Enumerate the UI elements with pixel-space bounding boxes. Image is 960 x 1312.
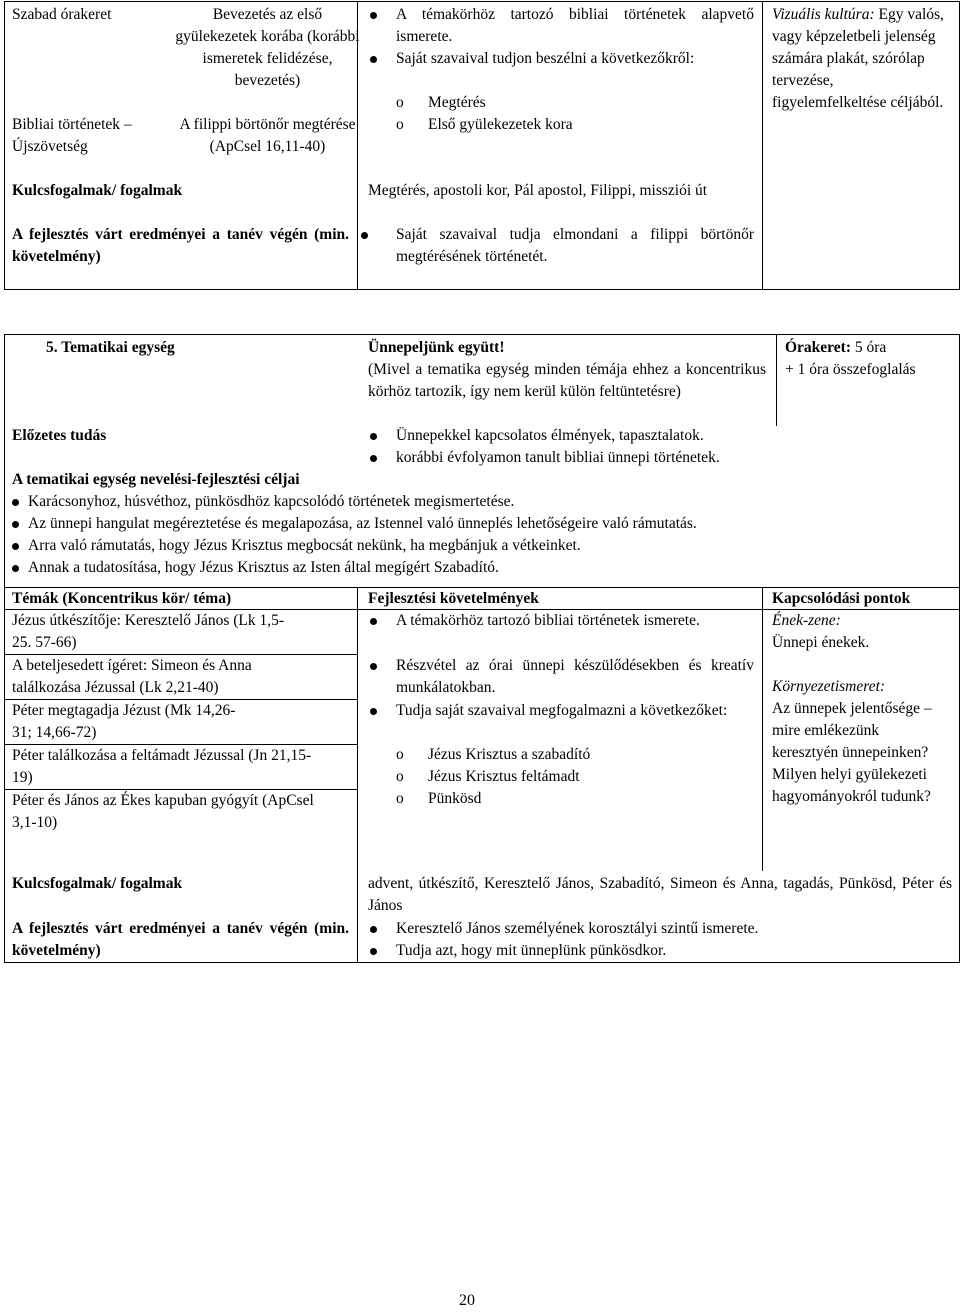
bullet-icon bbox=[12, 543, 19, 550]
prior-item: Ünnepekkel kapcsolatos élmények, tapasztalatok. bbox=[396, 427, 704, 444]
bullet-icon bbox=[361, 232, 368, 239]
requirement-item: A témakörhöz tartozó bibliai történetek ismerete. bbox=[396, 612, 700, 629]
bullet-icon bbox=[12, 565, 19, 572]
theme-label: Bibliai történetek – Újszövetség bbox=[12, 116, 132, 155]
sub-bullet-icon: o bbox=[396, 746, 404, 763]
keywords-text: Megtérés, apostoli kor, Pál apostol, Filippi, missziói út bbox=[368, 182, 708, 199]
sub-item: Első gyülekezetek kora bbox=[428, 116, 573, 133]
sub-item: Jézus Krisztus feltámadt bbox=[428, 768, 580, 785]
col-header-requirements: Fejlesztési követelmények bbox=[368, 590, 539, 607]
sub-bullet-icon: o bbox=[396, 94, 404, 111]
outcomes-label: A fejlesztés várt eredményei a tanév végén (min. követelmény) bbox=[12, 920, 349, 959]
link-label: Környezetismeret: bbox=[772, 678, 886, 695]
unit-note: (Mivel a tematika egység minden témája ehhez a koncentrikus körhöz tartozik, így nem kerül külön feltüntetésre) bbox=[368, 361, 766, 400]
topic-item: A filippi börtönőr megtérése (ApCsel 16,11-40) bbox=[179, 116, 356, 155]
bullet-icon bbox=[370, 663, 377, 670]
hours-label: Órakeret: bbox=[785, 339, 851, 356]
sub-bullet-icon: o bbox=[396, 116, 404, 133]
goal-item: Karácsonyhoz, húsvéthoz, pünkösdhöz kapcsolódó történetek megismertetése. bbox=[28, 493, 515, 510]
hours-extra: + 1 óra összefoglalás bbox=[785, 361, 916, 378]
bullet-icon bbox=[370, 455, 377, 462]
outcome-item: Saját szavaival tudja elmondani a filippi börtönőr megtérésének történetét. bbox=[396, 226, 754, 265]
links-text: Egy valós, vagy képzeletbeli jelenség számára plakát, szórólap tervezése, figyelemfelkeltése céljából. bbox=[772, 6, 944, 111]
topic-item: Bevezetés az első gyülekezetek korába (korábbi ismeretek felidézése, bevezetés) bbox=[175, 6, 360, 89]
goal-item: Az ünnepi hangulat megéreztetése és megalapozása, az Istennel való ünneplés lehetőségeire való rámutatás. bbox=[28, 515, 697, 532]
link-text: Az ünnepek jelentősége – mire emlékezünk keresztyén ünnepeinken? Milyen helyi gyülekezeti hagyományokról tudunk? bbox=[772, 700, 932, 805]
hours-value: 5 óra bbox=[854, 339, 887, 356]
keywords-label: Kulcsfogalmak/ fogalmak bbox=[12, 875, 183, 892]
topic-item: Jézus útkészítője: Keresztelő János (Lk 1,5-25. 57-66) bbox=[12, 612, 285, 651]
bullet-icon bbox=[12, 499, 19, 506]
bullet-icon bbox=[370, 948, 377, 955]
goal-item: Annak a tudatosítása, hogy Jézus Krisztus az Isten által megígért Szabadító. bbox=[28, 559, 499, 576]
sub-bullet-icon: o bbox=[396, 790, 404, 807]
hours-box bbox=[785, 337, 886, 359]
topic-item: Péter és János az Ékes kapuban gyógyít (ApCsel 3,1-10) bbox=[12, 792, 314, 831]
requirement-item: Saját szavaival tudjon beszélni a következőkről: bbox=[396, 50, 695, 67]
prior-knowledge-label: Előzetes tudás bbox=[12, 427, 107, 444]
topic-item: Péter találkozása a feltámadt Jézussal (Jn 21,15-19) bbox=[12, 747, 312, 786]
sub-item: Megtérés bbox=[428, 94, 486, 111]
keywords-label: Kulcsfogalmak/ fogalmak bbox=[12, 182, 183, 199]
requirement-item: Tudja saját szavaival megfogalmazni a következőket: bbox=[396, 702, 728, 719]
prior-item: korábbi évfolyamon tanult bibliai ünnepi történetek. bbox=[396, 449, 720, 466]
time-frame-label: Szabad órakeret bbox=[12, 6, 112, 23]
outcomes-label: A fejlesztés várt eredményei a tanév végén (min. követelmény) bbox=[12, 226, 349, 265]
links-cell bbox=[772, 4, 950, 114]
col-header-topics: Témák (Koncentrikus kör/ téma) bbox=[12, 590, 232, 607]
sub-bullet-icon: o bbox=[396, 768, 404, 785]
outcome-item: Keresztelő János személyének korosztályi szintű ismerete. bbox=[396, 920, 759, 937]
topic-item: Péter megtagadja Jézust (Mk 14,26-31; 14,66-72) bbox=[12, 702, 236, 741]
bullet-icon bbox=[370, 433, 377, 440]
bullet-icon bbox=[370, 708, 377, 715]
unit-title: Ünnepeljünk együtt! bbox=[368, 339, 505, 356]
col-header-links: Kapcsolódási pontok bbox=[772, 590, 911, 607]
link-label: Ének-zene: bbox=[772, 612, 841, 629]
bullet-icon bbox=[12, 521, 19, 528]
link-text: Ünnepi énekek. bbox=[772, 634, 870, 651]
bullet-icon bbox=[370, 618, 377, 625]
bullet-icon bbox=[370, 12, 377, 19]
links-label: Vizuális kultúra: bbox=[772, 6, 875, 23]
unit-label: 5. Tematikai egység bbox=[46, 339, 175, 356]
page-number: 20 bbox=[459, 1292, 475, 1309]
topic-item: A beteljesedett ígéret: Simeon és Anna találkozása Jézussal (Lk 2,21-40) bbox=[12, 657, 252, 696]
bullet-icon bbox=[370, 926, 377, 933]
sub-item: Jézus Krisztus a szabadító bbox=[428, 746, 591, 763]
goal-item: Arra való rámutatás, hogy Jézus Krisztus megbocsát nekünk, ha megbánjuk a vétkeinket. bbox=[28, 537, 581, 554]
requirement-item: A témakörhöz tartozó bibliai történetek alapvető ismerete. bbox=[396, 6, 754, 45]
bullet-icon bbox=[370, 56, 377, 63]
sub-item: Pünkösd bbox=[428, 790, 482, 807]
goals-label: A tematikai egység nevelési-fejlesztési céljai bbox=[12, 471, 300, 488]
outcome-item: Tudja azt, hogy mit ünneplünk pünkösdkor. bbox=[396, 942, 667, 959]
keywords-text: advent, útkészítő, Keresztelő János, Szabadító, Simeon és Anna, tagadás, Pünkösd, Péter és János bbox=[368, 875, 952, 914]
requirement-item: Részvétel az órai ünnepi készülődésekben és kreatív munkálatokban. bbox=[396, 657, 754, 696]
